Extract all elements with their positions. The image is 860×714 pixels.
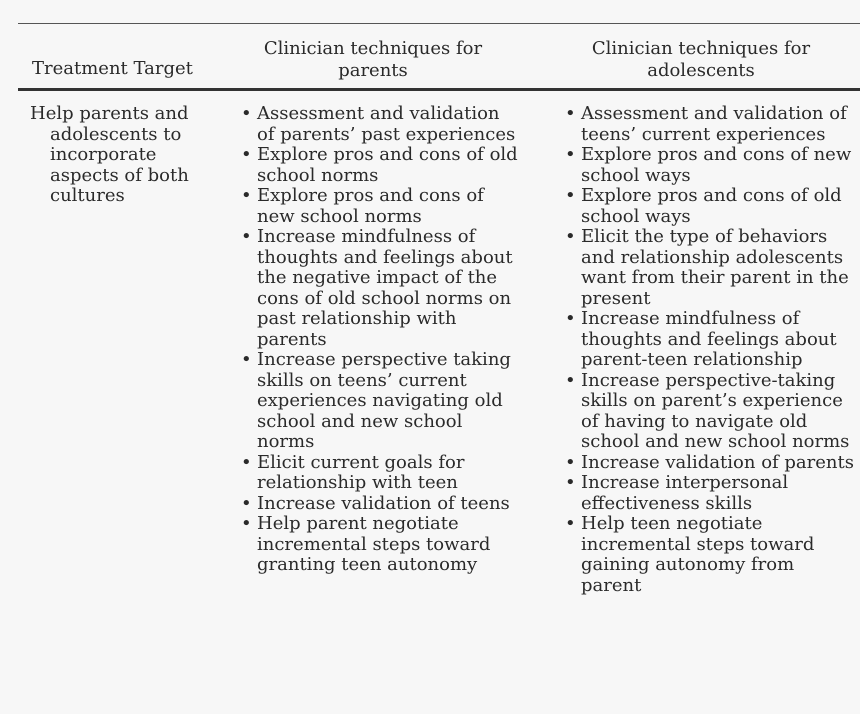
header-adolescent-techniques: Clinician techniques for adolescents xyxy=(591,38,811,81)
list-item xyxy=(240,186,520,227)
list-item-text: Explore pros and cons of old school norms xyxy=(257,144,518,186)
header-parent-techniques: Clinician techniques for parents xyxy=(263,38,483,81)
list-item-text: Help parent negotiate incremental steps toward granting teen autonomy xyxy=(257,513,491,575)
list-item xyxy=(240,145,520,186)
list-item xyxy=(240,514,520,576)
header-treatment-target: Treatment Target xyxy=(32,58,193,79)
list-item xyxy=(564,104,854,145)
list-item-text: Assessment and validation of teens’ current experiences xyxy=(581,103,847,145)
list-item xyxy=(240,350,520,453)
list-item xyxy=(564,453,854,474)
list-item-text: Elicit current goals for relationship with teen xyxy=(257,451,465,493)
bullet-glyph: • xyxy=(241,451,252,473)
bullet-glyph: • xyxy=(565,451,576,473)
bullet-glyph: • xyxy=(565,185,576,206)
list-item-text: Explore pros and cons of new school ways xyxy=(581,144,852,186)
list-item-text: Increase mindfulness of thoughts and feelings about parent-teen relationship xyxy=(581,308,837,370)
list-item-text: Increase perspective-taking skills on parent’s experience of having to navigate old school and new school norms xyxy=(581,369,850,452)
bullet-glyph: • xyxy=(241,185,252,206)
list-item xyxy=(564,186,854,227)
bullet-glyph: • xyxy=(565,308,576,329)
list-item xyxy=(564,227,854,309)
bullet-glyph: • xyxy=(565,513,576,534)
list-item-text: Help teen negotiate incremental steps toward gaining autonomy from parent xyxy=(581,513,815,596)
bullet-glyph: • xyxy=(241,349,252,370)
list-item-text: Increase perspective taking skills on teens’ current experiences navigating old school and new school norms xyxy=(257,349,511,452)
list-item-text: Assessment and validation of parents’ past experiences xyxy=(257,103,516,145)
bullet-glyph: • xyxy=(565,226,576,247)
list-item-text: Explore pros and cons of old school ways xyxy=(581,185,842,227)
table-top-rule xyxy=(18,23,860,24)
list-item xyxy=(240,227,520,350)
list-item-text: Increase mindfulness of thoughts and feelings about the negative impact of the cons of old school norms on past relationship with parents xyxy=(257,226,513,350)
adolescent-techniques-list xyxy=(564,104,854,596)
list-item-text: Elicit the type of behaviors and relationship adolescents want from their parent in the present xyxy=(581,226,849,309)
bullet-glyph: • xyxy=(565,103,576,124)
bullet-glyph: • xyxy=(241,103,252,124)
list-item xyxy=(240,494,520,515)
list-item xyxy=(564,473,854,514)
bullet-glyph: • xyxy=(565,472,576,493)
header-rule xyxy=(18,88,860,91)
bullet-glyph: • xyxy=(565,144,576,165)
list-item-text: Increase interpersonal effectiveness skills xyxy=(581,472,789,514)
list-item-text: Increase validation of teens xyxy=(257,492,510,514)
bullet-glyph: • xyxy=(241,144,252,165)
list-item xyxy=(564,371,854,453)
list-item xyxy=(240,453,520,494)
list-item xyxy=(564,309,854,371)
list-item-text: Explore pros and cons of new school norms xyxy=(257,185,484,227)
list-item-text: Increase validation of parents xyxy=(581,451,854,473)
list-item xyxy=(564,145,854,186)
parent-techniques-list xyxy=(240,104,520,576)
treatment-target-cell: Help parents and adolescents to incorporate aspects of both cultures xyxy=(30,103,189,206)
bullet-glyph: • xyxy=(241,513,252,534)
bullet-glyph: • xyxy=(241,492,252,514)
list-item xyxy=(564,514,854,596)
bullet-glyph: • xyxy=(565,369,576,391)
list-item xyxy=(240,104,520,145)
bullet-glyph: • xyxy=(241,226,252,247)
